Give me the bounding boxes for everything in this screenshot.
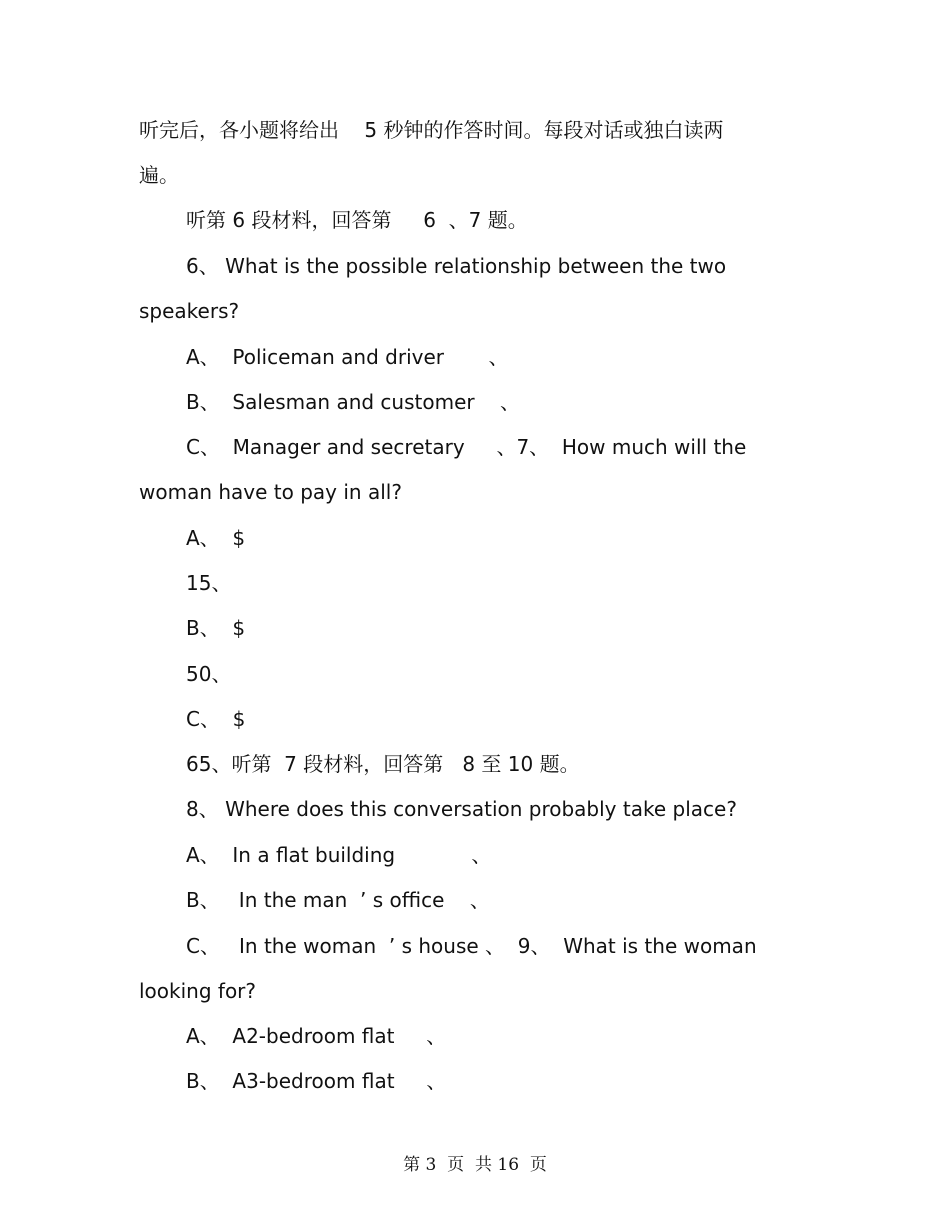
option-7a-value: 15、 [186, 571, 232, 595]
option-6a: A、 Policeman and driver 、 [186, 345, 509, 369]
option-9b: B、 A3-bedroom flat 、 [186, 1069, 447, 1093]
page-number-footer: 第 3 页 共 16 页 [403, 1155, 547, 1175]
option-7c-value-section-7-heading: 65、听第 7 段材料，回答第 8 至 10 题。 [186, 752, 580, 776]
option-7c: C、 $ [186, 707, 246, 731]
option-6c-question-7: C、 Manager and secretary 、7、 How much will the [186, 435, 747, 459]
instruction-line-2: 遍。 [139, 163, 179, 187]
option-7b: B、 $ [186, 616, 246, 640]
section-6-heading: 听第 6 段材料，回答第 6 、7 题。 [186, 208, 528, 232]
question-9-continued: looking for? [139, 979, 257, 1003]
option-6b: B、 Salesman and customer 、 [186, 390, 521, 414]
option-8b: B、 In the man ’ s office 、 [186, 888, 490, 912]
option-7b-value: 50、 [186, 662, 232, 686]
question-6-continued: speakers? [139, 299, 240, 323]
option-8c-question-9: C、 In the woman ’ s house 、 9、 What is the woman [186, 934, 757, 958]
question-7-continued: woman have to pay in all? [139, 480, 402, 504]
option-9a: A、 A2-bedroom flat 、 [186, 1024, 447, 1048]
question-8: 8、 Where does this conversation probably take place? [186, 797, 737, 821]
option-8a: A、 In a flat building 、 [186, 843, 492, 867]
option-7a: A、 $ [186, 526, 246, 550]
instruction-line-1: 听完后，各小题将给出 5 秒钟的作答时间。每段对话或独白读两 [139, 118, 724, 142]
question-6: 6、 What is the possible relationship between the two [186, 254, 727, 278]
